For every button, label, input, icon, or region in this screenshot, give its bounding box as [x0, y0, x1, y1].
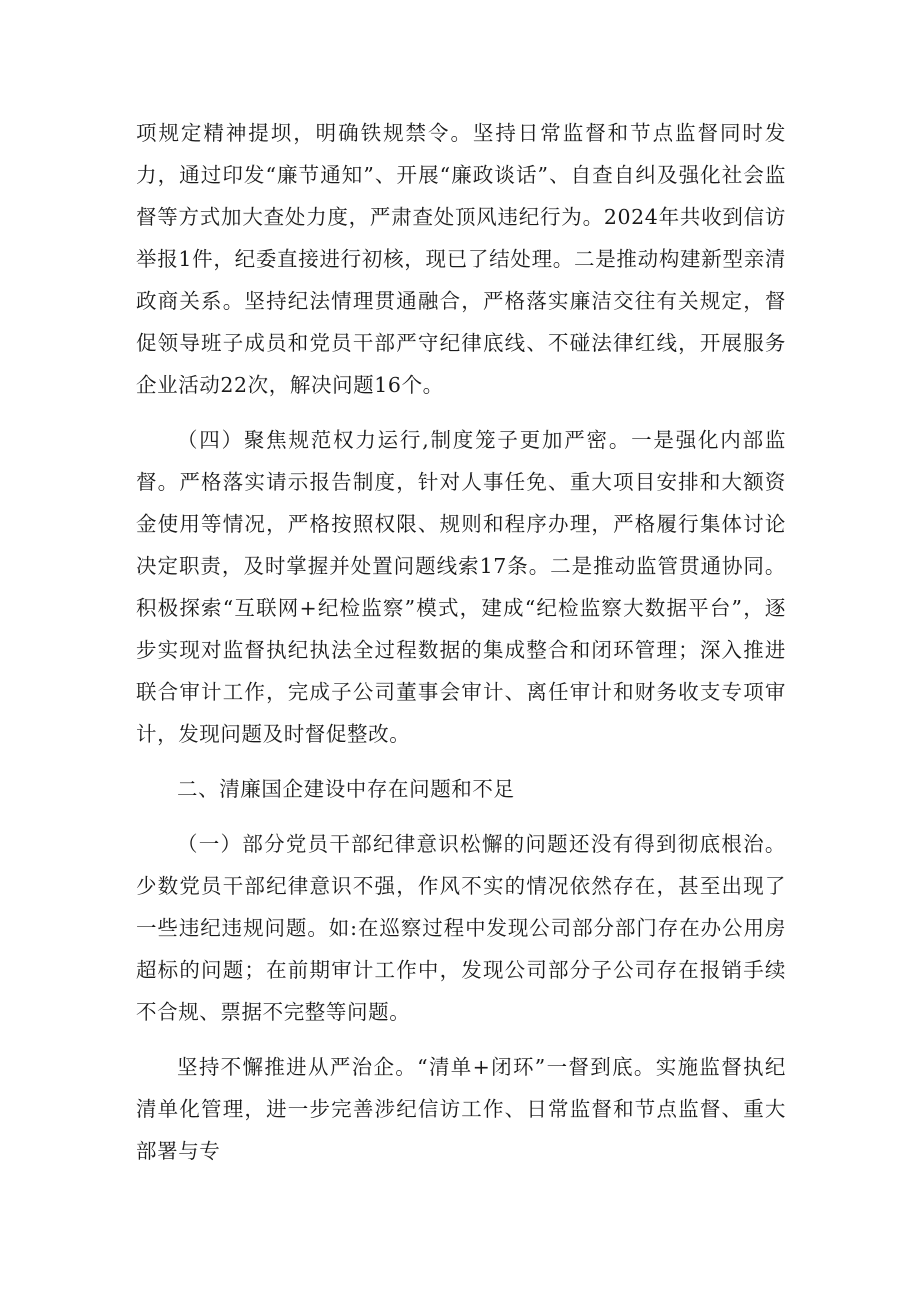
paragraph-subsection-one: （一）部分党员干部纪律意识松懈的问题还没有得到彻底根治。少数党员干部纪律意识不强，作风不实的情况依然存在，甚至出现了一些违纪违规问题。如:在巡察过程中发现公司部分部门存在办公用房超标的问题；在前期审计工作中，发现公司部分子公司存在报销手续不合规、票据不完整等问题。	[136, 832, 786, 1024]
document-body	[136, 112, 786, 1172]
section-heading-problems: 二、清廉国企建设中存在问题和不足	[177, 777, 515, 801]
paragraph-section-four: （四）聚焦规范权力运行,制度笼子更加严密。一是强化内部监督。严格落实请示报告制度，针对人事任免、重大项目安排和大额资金使用等情况，严格按照权限、规则和程序办理，严格履行集体讨论决定职责，及时掌握并处置问题线索17条。二是推动监管贯通协同。积极探索“互联网+纪检监察”模式，建成“纪检监察大数据平台”，逐步实现对监督执纪执法全过程数据的集成整合和闭环管理；深入推进联合审计工作，完成子公司董事会审计、离任审计和财务收支专项审计，发现问题及时督促整改。	[136, 428, 786, 746]
paragraph-continuation: 项规定精神提坝，明确铁规禁令。坚持日常监督和节点监督同时发力，通过印发“廉节通知”、开展“廉政谈话”、自查自纠及强化社会监督等方式加大查处力度，严肃查处顶风违纪行为。2024年共收到信访举报1件，纪委直接进行初核，现已了结处理。二是推动构建新型亲清政商关系。坚持纪法情理贯通融合，严格落实廉洁交往有关规定，督促领导班子成员和党员干部严守纪律底线、不碰法律红线，开展服务企业活动22次，解决问题16个。	[136, 121, 786, 397]
paragraph-strict-governance: 坚持不懈推进从严治企。“清单+闭环”一督到底。实施监督执纪清单化管理，进一步完善涉纪信访工作、日常监督和节点监督、重大部署与专	[136, 1055, 786, 1163]
